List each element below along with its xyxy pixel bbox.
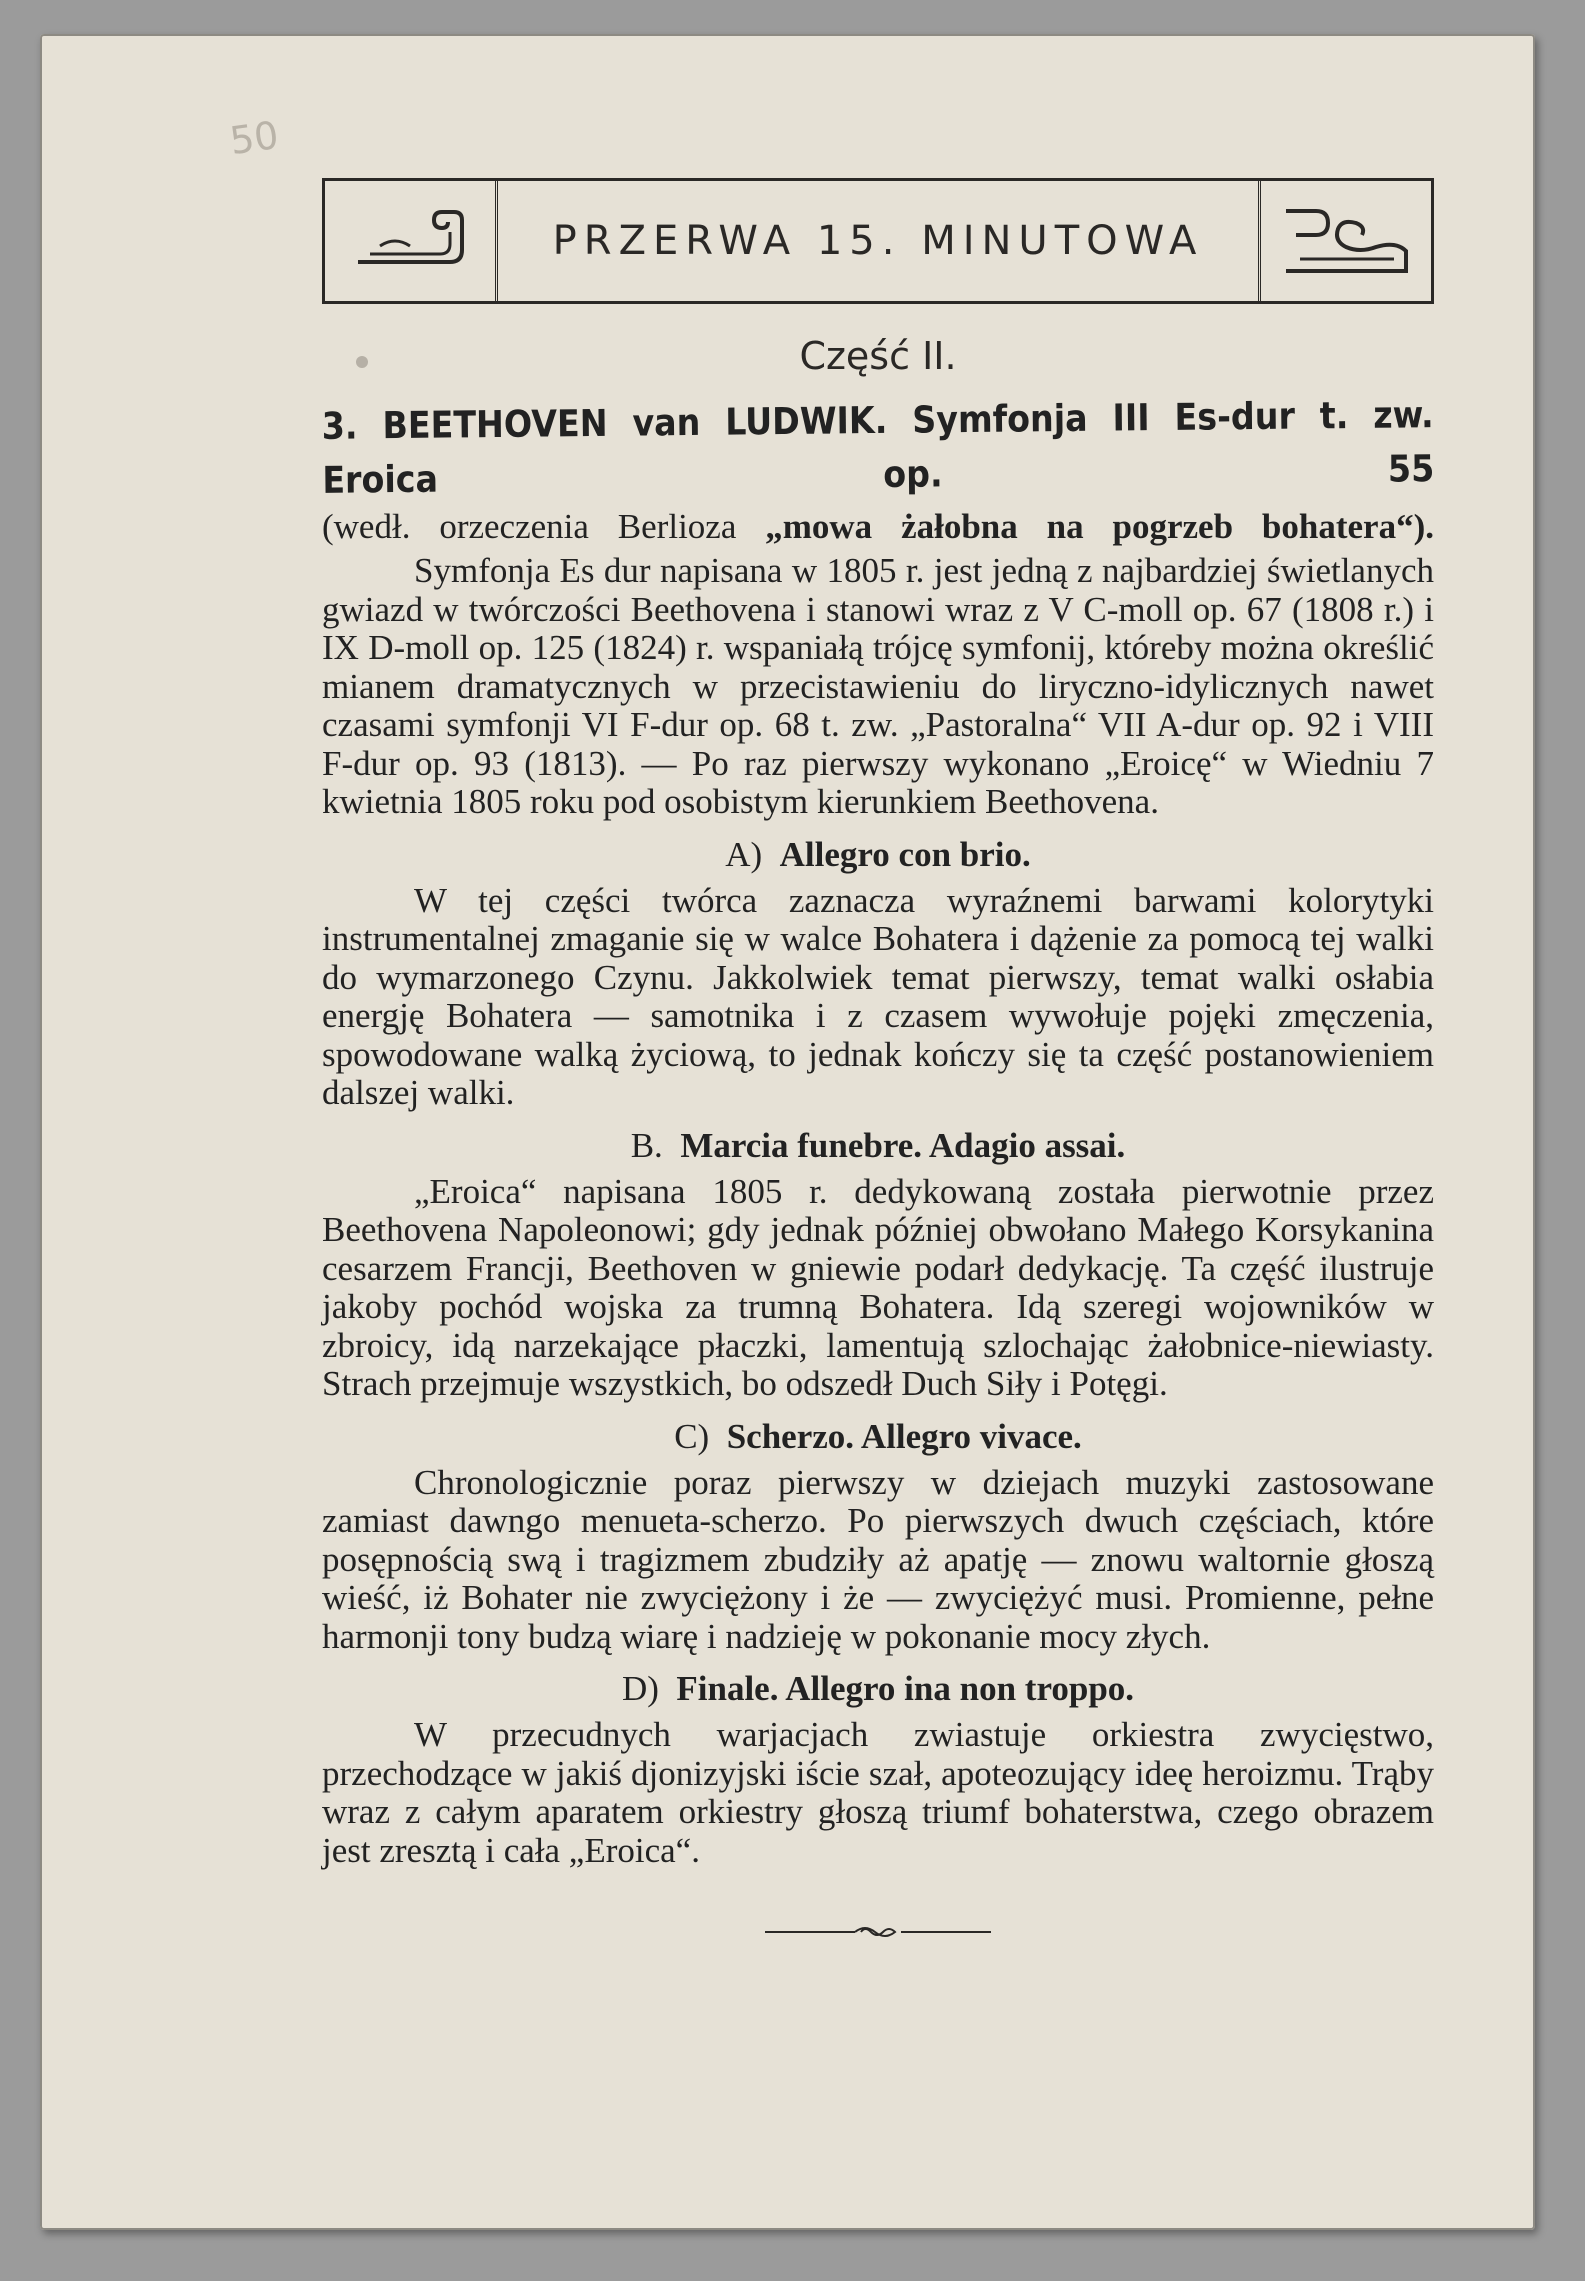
section-c-paragraph: Chronologicznie poraz pierwszy w dziejach muzyki zastosowane zamiast dawngo menueta-scherzo. Po pierwszych dwuch częściach, które posępnością swą i tragizmem zbudziły aż apatję — znowu waltornie głoszą wieść, iż Bohater nie zwyciężony i że — zwyciężyć musi. Promienne, pełne harmonji tony budzą wiarę i nadzieję w pokonanie mocy złych. bbox=[322, 1462, 1434, 1656]
piece-subheading bbox=[322, 502, 1434, 552]
scroll-ornament-left-icon bbox=[325, 181, 498, 301]
section-name: Scherzo. Allegro vivace. bbox=[726, 1416, 1082, 1456]
intermission-banner bbox=[322, 178, 1434, 304]
program-sheet bbox=[40, 34, 1535, 2230]
section-name: Allegro con brio. bbox=[779, 834, 1031, 874]
section-letter: D) bbox=[621, 1669, 659, 1708]
section-c-title bbox=[322, 1412, 1434, 1462]
section-b-paragraph: „Eroica“ napisana 1805 r. dedykowaną została pierwotnie przez Beethovena Napoleonowi; gdy jednak później obwołano Małego Korsykanina cesarzem Francji, Beethoven w gniewie podarł dedykację. Ta część ilustruje jakoby pochód wojska za trumną Bohatera. Idą szeregi wojowników w zbroicy, idą narzekające płaczki, lamentują szlochając żałobnice-niewiasty. Strach przejmuje wszystkich, bo odszedł Duch Siły i Potęgi. bbox=[322, 1171, 1434, 1403]
section-name: Marcia funebre. Adagio assai. bbox=[680, 1125, 1126, 1165]
section-letter: B. bbox=[630, 1125, 663, 1165]
part-title: Część II. bbox=[799, 334, 957, 378]
section-d-paragraph: W przecudnych warjacjach zwiastuje orkiestra zwycięstwo, przechodzące w jakiś djonizyjski iście szał, apoteozujący ideę heroizmu. Trąby wraz z całym aparatem orkiestry głoszą triumf bohaterstwa, czego obrazem jest zresztą i cała „Eroica“. bbox=[322, 1715, 1434, 1870]
banner-title: PRZERWA 15. MINUTOWA bbox=[552, 218, 1204, 264]
piece-heading: 3. BEETHOVEN van LUDWIK. Symfonja III Es-dur t. zw. Eroica op. 55 bbox=[321, 393, 1435, 502]
section-a-title bbox=[322, 830, 1434, 880]
section-name: Finale. Allegro ina non troppo. bbox=[676, 1669, 1135, 1708]
section-letter: C) bbox=[674, 1416, 710, 1456]
subheading-prefix: (wedł. orzeczenia Berlioza bbox=[322, 507, 766, 546]
tailpiece-ornament-icon bbox=[322, 1920, 1434, 1949]
pencil-note: 50 bbox=[227, 112, 282, 164]
intro-paragraph: Symfonja Es dur napisana w 1805 r. jest jedną z najbardziej świetlanych gwiazd w twórczości Beethovena i stanowi wraz z V C-moll op. 67 (1808 r.) i IX D-moll op. 125 (1824) r. wspaniałą trójcę symfonij, któreby można określić mianem dramatycznych w przecistawieniu do liryczno-idylicznych nawet czasami symfonji VI F-dur op. 68 t. zw. „Pastoralna“ VII A-dur op. 92 i VIII F-dur op. 93 (1813). — Po raz pierwszy wykonano „Eroicę“ w Wiedniu 7 kwietnia 1805 roku pod osobistym kierunkiem Beethovena. bbox=[322, 551, 1434, 821]
section-b-title bbox=[322, 1121, 1434, 1171]
section-a-paragraph: W tej części twórca zaznacza wyraźnemi barwami kolorytyki instrumentalnej zmaganie się w walce Bohatera i dążenie za pomocą tej walki do wymarzonego Czynu. Jakkolwiek temat pierwszy, temat walki osłabia energję Bohatera — samotnika i z czasem wywołuje pojęki zmęczenia, spowodowane walką życiową, to jednak kończy się ta część postanowieniem dalszej walki. bbox=[322, 880, 1434, 1112]
program-content bbox=[322, 394, 1434, 1949]
subheading-quote: „mowa żałobna na pogrzeb bohatera“). bbox=[765, 507, 1434, 546]
section-letter: A) bbox=[725, 834, 763, 874]
section-d-title bbox=[322, 1664, 1434, 1714]
scroll-ornament-right-icon bbox=[1258, 181, 1431, 301]
